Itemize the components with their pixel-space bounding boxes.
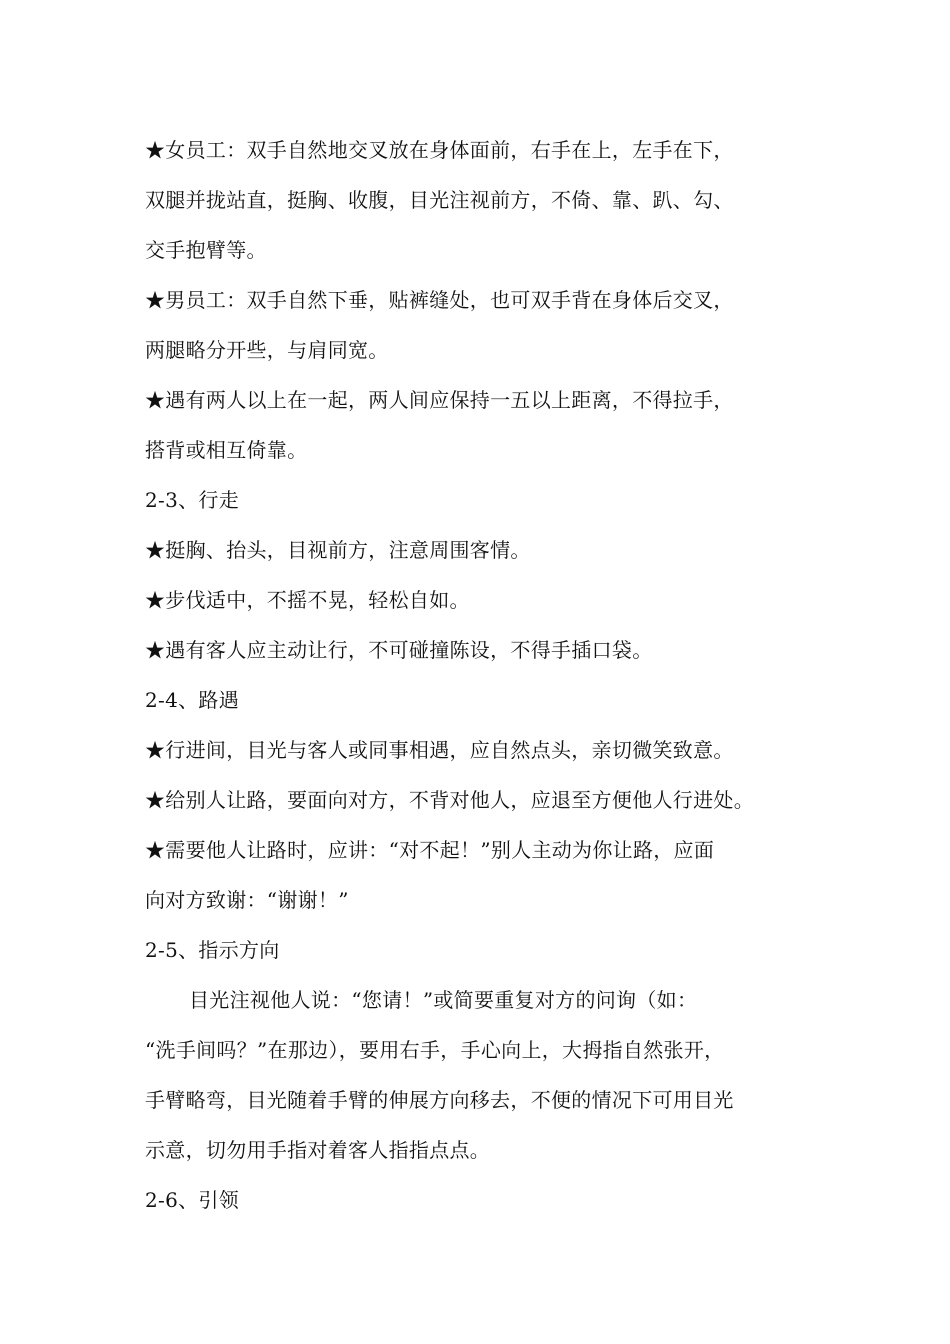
bullet-encounter-request-way-line-1: ★需要他人让路时，应讲：“对不起！”别人主动为你让路，应面 xyxy=(145,838,715,862)
directions-paragraph-line-3: 手臂略弯，目光随着手臂的伸展方向移去，不便的情况下可用目光 xyxy=(145,1088,734,1112)
bullet-encounter-nod: ★行进间，目光与客人或同事相遇，应自然点头，亲切微笑致意。 xyxy=(145,738,734,762)
bullet-walking-yield: ★遇有客人应主动让行，不可碰撞陈设，不得手插口袋。 xyxy=(145,638,653,662)
bullet-female-staff-line-1: ★女员工：双手自然地交叉放在身体面前，右手在上，左手在下， xyxy=(145,138,734,162)
bullet-two-people-line-2: 搭背或相互倚靠。 xyxy=(145,438,308,462)
bullet-female-staff-line-2: 双腿并拢站直，挺胸、收腹，目光注视前方，不倚、靠、趴、勾、 xyxy=(145,188,734,212)
bullet-encounter-request-way-line-2: 向对方致谢：“谢谢！” xyxy=(145,888,349,912)
section-heading-directions: 2-5、指示方向 xyxy=(145,938,280,962)
section-heading-walking: 2-3、行走 xyxy=(145,488,240,512)
bullet-female-staff-line-3: 交手抱臂等。 xyxy=(145,238,267,262)
document-body xyxy=(145,125,825,1225)
directions-paragraph-line-1: 目光注视他人说：“您请！”或简要重复对方的问询（如： xyxy=(189,988,698,1012)
bullet-walking-pace: ★步伐适中，不摇不晃，轻松自如。 xyxy=(145,588,470,612)
bullet-encounter-give-way: ★给别人让路，要面向对方，不背对他人，应退至方便他人行进处。 xyxy=(145,788,754,812)
directions-paragraph-line-4: 示意，切勿用手指对着客人指指点点。 xyxy=(145,1138,491,1162)
bullet-walking-posture: ★挺胸、抬头，目视前方，注意周围客情。 xyxy=(145,538,531,562)
section-heading-encounter: 2-4、路遇 xyxy=(145,688,240,712)
directions-paragraph-line-2: “洗手间吗？”在那边），要用右手，手心向上，大拇指自然张开， xyxy=(145,1038,725,1062)
section-heading-guiding: 2-6、引领 xyxy=(145,1188,240,1212)
bullet-male-staff-line-2: 两腿略分开些，与肩同宽。 xyxy=(145,338,389,362)
bullet-two-people-line-1: ★遇有两人以上在一起，两人间应保持一五以上距离，不得拉手， xyxy=(145,388,734,412)
bullet-male-staff-line-1: ★男员工：双手自然下垂，贴裤缝处，也可双手背在身体后交叉， xyxy=(145,288,734,312)
